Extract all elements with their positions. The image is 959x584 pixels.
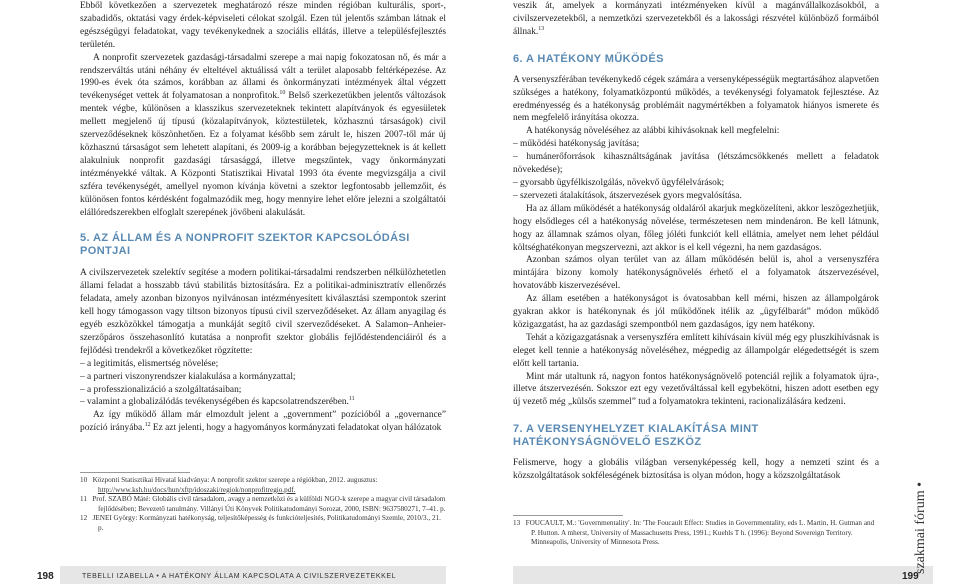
journal-title: szakmai fórum • (913, 482, 928, 574)
section-5-heading: 5. AZ ÁLLAM ÉS A NONPROFIT SZEKTOR KAPCSOLÓDÁSI PONTJAI (80, 232, 410, 258)
footnote-ref-12[interactable]: 12 (144, 422, 151, 429)
right-paragraph-8: Felismerve, hogy a globális világban versenyképesség kell, hogy a nemzeti szint és a közszolgáltatások sokféleségének biztosítása is olyan módon, hogy a közszolgáltatások (513, 458, 879, 482)
left-top-paragraph: Ebből következően a szervezetek meghatározó része minden régióban kulturális, sport-, szabadidős, oktatási vagy érdek-képviseleti célokat szolgál. Ezen túl jelentős számban látnak el egészségügyi feladatokat, vagy tevékenykednek a szociális ellátás, illetve a településfejlesztés területén. (80, 1, 446, 50)
left-paragraph-2: A nonprofit szervezetek gazdasági-társadalmi szerepe a mai napig fokozatosan nő, és már a rendszerváltás utáni néhány év elteltével aktuálissá vált a terület alaposabb feltérképezése. Az 1990-es évek óta számos, korábban az állami és önkormányzati intézmények által végzett tevékenységet vettek át folyamatosan a nonprofitok.$^{10}$ Belső szerkezetükben jelentős változások mentek végbe, különösen a klasszikus szervezeteknek tekintett alapítványok és egyesületek mellett megjelenő új típusú (közalapítványok, köztestületek, közhasznú társaságok) civil szerveződéseknek köszönhetően. Ez a folyamat később sem zárult le, hiszen 2007-től már új közhasznú társaságot sem lehetett alapítani, és 2009-ig a korábban bejegyzetteknek is át kellett alakulniuk nonprofit gazdasági társasággá, illetve megszűntek, vagy önkormányzati intézményekké váltak. A Központi Statisztikai Hivatal 1993 óta évente megvizsgálja a civil szféra tevékenységét, amellyel nyomon kívánja követni a szektor legfontosabb jellemzőit, és különösen fontos kérdésként fogalmazódik meg, hogy mennyire lehet előre jelezni a szolgáltatói elállóredszerekben elfoglalt szerepének jövőbeni alakulását. (80, 52, 446, 218)
footnote-link[interactable]: http://www.ksh.hu/docs/hun/xftp/idoszaki/regiok/nonprofitregio.pdf. (98, 485, 296, 494)
list-item: – a partneri viszonyrendszer kialakulása a kormányzattal; (80, 371, 296, 382)
footnote-divider (80, 472, 190, 473)
right-paragraph-6: Tehát a közigazgatásnak a versenyszféra említett kihívásain kívül még egy pluszkihívásnak is eleget kell tennie a hatékonyság növeléséhez, mégpedig az állampolgár elégedettségét is szem előtt kell tartania. (513, 332, 879, 369)
left-paragraph-4: Az így működő állam már elmozdult jelent a „government” pozícióból a „governance” pozíció irányába.$^{12}$ Ez azt jelenti, hogy a hagyományos kormányzati feladatokat olyan hálózatok (80, 410, 446, 434)
page-number-left: 198 (37, 571, 54, 582)
list-item: – a professzionalizáció a szolgáltatásaiban; (80, 384, 242, 395)
right-top-paragraph: veszik át, amelyek a kormányzati intézményeken kívül a magánvállalkozásokból, a civilszervezetekből, a nemzetközi szervezetekből és a lakossági részvétel különböző formáiból állnak.$^{13}$ (513, 1, 879, 37)
footnote-ref-11[interactable]: 11 (348, 396, 355, 403)
section-6-heading: 6. A HATÉKONY MŰKÖDÉS (513, 52, 664, 65)
right-column (513, 0, 879, 483)
list-item: – szervezeti átalakítások, átszervezések gyors megvalósítása. (513, 190, 742, 201)
list-item: – humánerőforrások kihasználtságának javítása (létszámcsökkenés mellett a feladatok növekedése); (513, 152, 879, 176)
footnotes-right (513, 519, 879, 548)
footnote-10: 10 Központi Statisztikai Hivatal kiadványa: A nonprofit szektor szerepe a régiókban, 2012. augusztus: http://www.ksh.hu/docs/hun/xftp/idoszaki/regiok/nonprofitregio.pdf. (80, 476, 378, 494)
footnote-13: 13 FOUCAULT, M.: 'Governmentality'. In: 'The Foucault Effect: Studies in Governmentality, eds L. Martin, H. Gutman and P. Hutton. A mherst, University of Massachusetts Press, 1991.; Kuehls T h. (1996): Beyond Sovereign Territory. Minneapolis, University of Minnesota Press. (513, 519, 875, 547)
footer-bar-right (513, 566, 933, 584)
right-paragraph-7: Mint már utaltunk rá, nagyon fontos hatékonyságnövelő potenciál rejlik a folyamatok újra-, illetve átszervezésén. Sokszor ezt egy vezetőváltással kell egybekötni, hiszen adott esetben egy új vezető még „külsős szemmel” tud a folyamatokra tekinteni, racionalizálására kedzeni. (513, 371, 879, 408)
list-item: – valamint a globalizálódás tevékenységében és kapcsolatrendszerében.$^{11}$ (80, 396, 355, 408)
footnote-11: 11 Prof. SZABÓ Máté: Globális civil társadalom, avagy a nemzetközi és a külföldi NGO-k szerepe a magyar civil társadalom fejlődésében; Bevezető tanulmány. Villányi Úti Könyvek Politikatudományi Sorozat, 2000, ISBN: 9637580271, 7–41. p. (80, 495, 446, 513)
right-paragraph-5: Az állam esetében a hatékonyságot is óvatosabban kell mérni, hiszen az állampolgárok gyakran akkor is hatékonynak és jól működőnek itélik az „ügyfélbarát” módon működő közigazgatást, ha az gazdasági szempontból nem gazdaságos, így nem hatékony. (513, 294, 879, 330)
right-paragraph-1: A versenyszférában tevékenykedő cégek számára a versenyképességük megtartásához alapvetően szükséges a hatékony, folyamatközpontú működés, a tevékenységi folyamatok fejlesztése. Az eredményesség és a hatékonyság problémáit nagymértékben a folyamatok hiányos ismerete és nem megfelelő irányítása okozza. (513, 74, 879, 124)
list-item: – működési hatékonyság javítása; (513, 139, 640, 150)
footnote-ref-13[interactable]: 13 (538, 25, 545, 32)
page-number-right: 199 (902, 571, 919, 582)
list-item: – gyorsabb ügyfélkiszolgálás, növekvő ügyfélelvárások; (513, 177, 725, 188)
running-head: TEBELLI IZABELLA • A HATÉKONY ÁLLAM KAPCSOLATA A CIVILSZERVEZETEKKEL (82, 573, 397, 580)
left-column (80, 0, 446, 435)
right-paragraph-3: Ha az állam működését a hatékonyság oldaláról akarjuk megközelíteni, akkor leszögezhetjük, hogy elsődleges cél a hatékonyság növelése, természetesen nem mindenáron. Be kell látnunk, hogy az államnak számos olyan, főleg jóléti funkciót kell ellátnia, amelyet nem lehet például költséghatékonyan megszervezni, azt akkor is el kell végezni, ha nem gazdaságos. (513, 203, 879, 253)
list-item: – a legitimitás, elismertség növelése; (80, 358, 219, 369)
left-paragraph-3: A civilszervezetek szelektív segítése a modern politikai-társadalmi rendszerben nélkülözhetetlen állami feladat a hosszabb távú stabilitás biztosítására. Ez a politikai-adminisztratív ellenőrzés feladata, amely azonban bizonyos nyilvánosan intézményesített kiválasztási szempontok szerint kell hogy támogasson vagy tiltson bizonyos típusú civil szerveződéseket. Az állam anyagilag és egyéb eszközökkel támogatja a munkáját segítő civil szerveződéseket. A Salamon–Anheier-szerzőpáros összehasonlító kutatása a nonprofit szektor globális fejlődéstendenciáiról és a fejlődési trendekről a következőket rögzítette: (80, 268, 446, 356)
footnote-12: 12 JENEI György: Kormányzati hatékonyság, teljesítőképesség és funkcióteljesítés, Politikatudományi Szemle, 2010/3., 21. p. (80, 514, 441, 532)
right-paragraph-2: A hatékonyság növeléséhez az alábbi kihívásoknak kell megfelelni: (526, 126, 780, 137)
right-paragraph-4: Azonban számos olyan terület van az állam működésén belül is, ahol a versenyszféra mintájára bizony komoly hatékonyságnövelés érhető el a folyamatok átszervezésével, hovatovább kiszervezésével. (513, 255, 879, 292)
section-7-heading: 7. A VERSENYHELYZET KIALAKÍTÁSA MINT HATÉKONYSÁGNÖVELŐ ESZKÖZ (513, 423, 759, 449)
footnote-divider (513, 515, 623, 516)
footnote-ref-10[interactable]: 10 (279, 90, 286, 97)
footnotes-left (80, 476, 446, 534)
